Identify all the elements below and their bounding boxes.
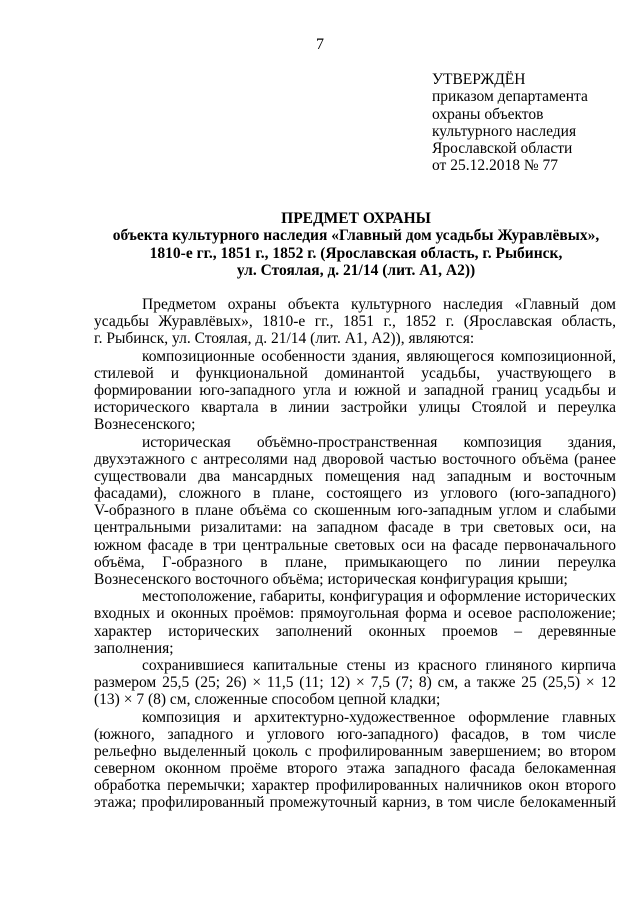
body-line: композиционные особенности здания, являющегося композиционной, [142,347,616,365]
approval-stamp [432,71,632,175]
approval-line: УТВЕРЖДЁН [432,71,526,88]
body-line: двухэтажного с антресолями над дворовой частью восточного объёма (ранее [94,450,616,468]
page-number: 7 [316,36,324,53]
approval-line: охраны объектов [432,105,544,123]
body-line: усадьбы Журавлёвых», 1810-е гг., 1851 г., 1852 г. (Ярославская область, [94,313,616,331]
body-line: заполнения; [94,639,174,657]
body-line: южном фасаде в три центральные световых оси на фасаде первоначального [94,536,616,554]
body-line: г. Рыбинск, ул. Стоялая, д. 21/14 (лит. А1, А2)), являются: [94,330,475,348]
body-line: существовали два мансардных помещения над западным и восточным [94,467,616,485]
body-line: композиция и архитектурно-художественное оформление главных [142,708,616,726]
body-line: фасадами), сложного в плане, состоящего из углового (юго-западного) [94,485,616,503]
body-line: (южного, западного и углового юго-западного) фасадов, в том числе [94,725,616,743]
body-line: стилевой и функциональной доминантой усадьбы, участвующего в [94,364,616,382]
body-line: характер исторических заполнений оконных проемов – деревянные [94,622,616,640]
body-line: формировании юго-западного угла и южной и западной границ усадьбы и [94,381,616,399]
body-line: исторического квартала в линии застройки улицы Стоялой и переулка [94,399,616,417]
body-line: Вознесенского; [94,416,196,434]
approval-line: Ярославской области [432,140,573,158]
body-line: Предметом охраны объекта культурного наследия «Главный дом [142,296,616,313]
body-line: размером 25,5 (25; 26) × 11,5 (11; 12) × 7,5 (7; 8) см, а также 25 (25,5) × 12 [94,674,616,692]
body-line: историческая объёмно-пространственная композиция здания, [142,433,616,451]
body-line: рельефно выделенный цоколь с профилированным завершением; во втором [94,742,616,760]
title-line: объекта культурного наследия «Главный дом усадьбы Журавлёвых», [112,227,600,245]
body-line: этажа; профилированный промежуточный карниз, в том числе белокаменный [94,794,616,812]
body-line: сохранившиеся капитальные стены из красного глиняного кирпича [142,656,616,674]
body-line: обработка перемычки; характер профилированных наличников окон второго [94,777,616,795]
body-line: (13) × 7 (8) см, сложенные способом цепной кладки; [94,691,441,709]
body-line: объёма, Г-образного в плане, примыкающего по линии переулка [94,553,616,571]
body-line: местоположение, габариты, конфигурация и оформление исторических [142,588,616,606]
document-title [96,210,616,280]
approval-line: приказом департамента [432,88,588,106]
title-line: 1810-е гг., 1851 г., 1852 г. (Ярославская область, г. Рыбинск, [149,244,563,262]
title-line: ПРЕДМЕТ ОХРАНЫ [281,210,431,227]
body-line: Вознесенского восточного объёма; историческая конфигурация крыши; [94,571,568,588]
body-line: V-образного в плане объёма со скошенным юго-западным углом и слабыми [94,502,616,520]
body-line: входных и оконных проёмов: прямоугольная форма и осевое расположение; [94,605,616,623]
approval-line: от 25.12.2018 № 77 [432,157,558,175]
body-line: северном оконном проёме второго этажа западного фасада белокаменная [94,760,616,778]
approval-line: культурного наследия [432,122,577,140]
body-line: центральными ризалитами: на западном фасаде в три световых оси, на [94,519,616,537]
document-body [94,296,616,812]
title-line: ул. Стоялая, д. 21/14 (лит. А1, А2)) [236,262,476,280]
